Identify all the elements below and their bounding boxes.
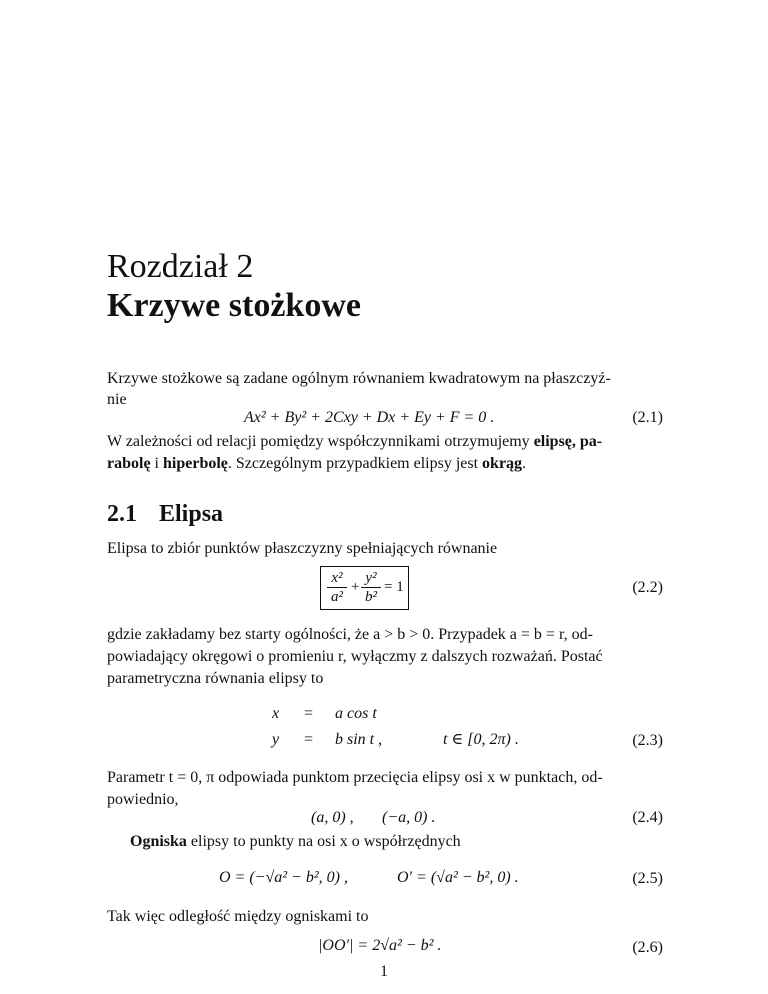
chapter-label: Rozdział 2: [107, 248, 254, 285]
term-elipse: elipsę,: [533, 433, 576, 450]
equation-number-2-3: (2.3): [632, 732, 663, 749]
section-heading: [107, 499, 223, 529]
term-circle: okrąg: [482, 455, 523, 472]
section-title: Elipsa: [159, 501, 224, 527]
eq4-point-minus-a: (−a, 0) .: [382, 809, 436, 826]
equation-number-2-2: (2.2): [632, 579, 663, 596]
body-paragraph-7: Tak więc odległość między ogniskami to: [107, 908, 369, 925]
body-paragraph-4-line-3: parametryczna równania elipsy to: [107, 670, 324, 687]
eq3-line2-rhs: b sin t ,: [335, 731, 383, 748]
eq3-condition: t ∈ [0, 2π) .: [443, 731, 519, 748]
section-number: 2.1: [107, 501, 137, 527]
eq5-left-focus: O = (−√a² − b², 0) ,: [219, 869, 348, 886]
body-paragraph-5-line-1: Parametr t = 0, π odpowiada punktom przecięcia elipsy osi x w punktach, od-: [107, 769, 603, 786]
equation-2-6: |OO′| = 2√a² − b² .: [318, 937, 442, 954]
term-foci: Ogniska: [130, 833, 187, 850]
body-paragraph-3: Elipsa to zbiór punktów płaszczyzny spełniających równanie: [107, 540, 498, 557]
equation-number-2-1: (2.1): [632, 409, 663, 426]
eq3-line2-eq: =: [304, 731, 314, 748]
chapter-title: Krzywe stożkowe: [107, 287, 361, 324]
equation-number-2-5: (2.5): [632, 870, 663, 887]
term-hyperbola: hiperbolę: [163, 455, 228, 472]
eq3-line2-lhs: y: [272, 731, 280, 748]
equation-number-2-4: (2.4): [632, 809, 663, 826]
eq4-point-a: (a, 0) ,: [311, 809, 354, 826]
term-parabola-part: pa-: [579, 433, 603, 450]
eq3-line1-rhs: a cos t: [335, 705, 377, 722]
eq5-right-focus: O′ = (√a² − b², 0) .: [397, 869, 519, 886]
intro-paragraph-2-line-2: rabolę i hiperbolę. Szczególnym przypadkiem elipsy jest okrąg.: [107, 455, 527, 472]
equation-number-2-6: (2.6): [632, 939, 663, 956]
equation-2-1: Ax² + By² + 2Cxy + Dx + Ey + F = 0 .: [244, 409, 495, 426]
fraction-x-over-a: x² a²: [327, 570, 347, 605]
intro-paragraph-2-line-1: W zależności od relacji pomiędzy współczynnikami otrzymujemy elipsę, pa-: [107, 433, 603, 450]
body-paragraph-5-line-2: powiednio,: [107, 791, 179, 808]
page-number: 1: [380, 963, 388, 980]
eq3-line1-lhs: x: [272, 705, 280, 722]
body-paragraph-6: Ogniska elipsy to punkty na osi x o współrzędnych: [130, 833, 461, 850]
fraction-y-over-b: y² b²: [361, 570, 381, 605]
eq3-line1-eq: =: [304, 705, 314, 722]
body-paragraph-4-line-1: gdzie zakładamy bez starty ogólności, że a > b > 0. Przypadek a = b = r, od-: [107, 626, 593, 643]
intro-line-2: nie: [107, 391, 127, 408]
body-paragraph-4-line-2: powiadający okręgowi o promieniu r, wyłączmy z dalszych rozważań. Postać: [107, 648, 603, 665]
boxed-equation-2-2: x² a² + y² b² = 1: [320, 566, 409, 610]
intro-line-1: Krzywe stożkowe są zadane ogólnym równaniem kwadratowym na płaszczyź-: [107, 370, 611, 387]
